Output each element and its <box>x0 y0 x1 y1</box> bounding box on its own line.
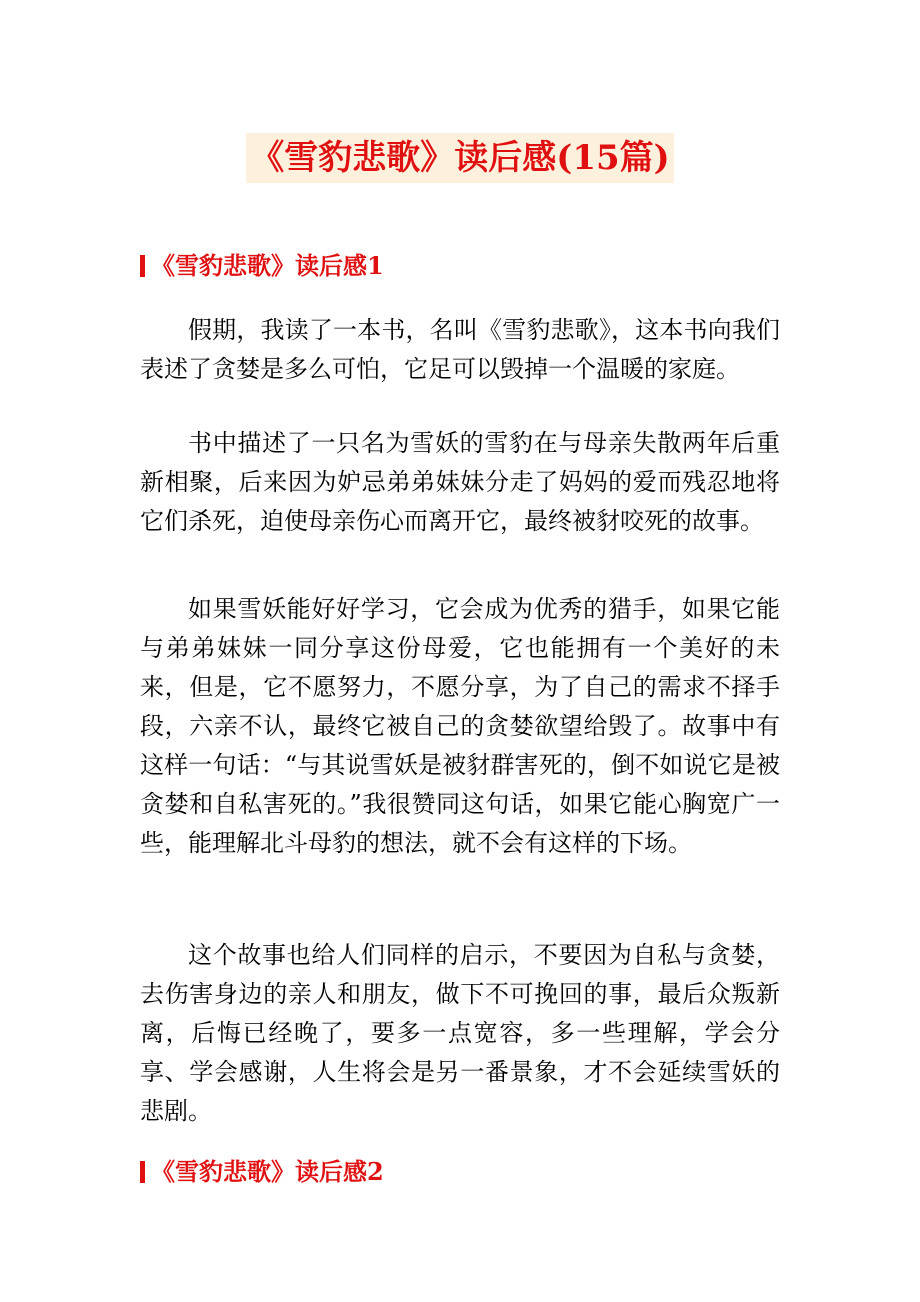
section-heading-1-text: 《雪豹悲歌》读后感1 <box>151 251 384 280</box>
section-heading-2 <box>140 1155 384 1189</box>
heading-marker-bar <box>140 255 145 277</box>
paragraph-1: 假期，我读了一本书，名叫《雪豹悲歌》，这本书向我们表述了贪婪是多么可怕，它足可以毁掉一个温暖的家庭。 <box>140 316 780 383</box>
paragraph-3: 如果雪妖能好好学习，它会成为优秀的猎手，如果它能与弟弟妹妹一同分享这份母爱，它也能拥有一个美好的未来，但是，它不愿努力，不愿分享，为了自己的需求不择手段，六亲不认，最终它被自己的贪婪欲望给毁了。故事中有这样一句话：“与其说雪妖是被豺群害死的，倒不如说它是被贪婪和自私害死的。”我很赞同这句话，如果它能心胸宽广一些，能理解北斗母豹的想法，就不会有这样的下场。 <box>140 595 780 857</box>
document-title: 《雪豹悲歌》读后感(15篇) <box>246 133 674 183</box>
section-heading-2-text: 《雪豹悲歌》读后感2 <box>151 1157 384 1186</box>
title-container <box>0 133 920 183</box>
paragraph-2: 书中描述了一只名为雪妖的雪豹在与母亲失散两年后重新相聚，后来因为妒忌弟弟妹妹分走了妈妈的爱而残忍地将它们杀死，迫使母亲伤心而离开它，最终被豺咬死的故事。 <box>140 429 780 535</box>
paragraph-4: 这个故事也给人们同样的启示，不要因为自私与贪婪，去伤害身边的亲人和朋友，做下不可挽回的事，最后众叛新离，后悔已经晚了，要多一点宽容，多一些理解，学会分享、学会感谢，人生将会是另一番景象，才不会延续雪妖的悲剧。 <box>140 941 780 1125</box>
heading-marker-bar <box>140 1161 145 1183</box>
section-heading-1 <box>140 249 384 283</box>
